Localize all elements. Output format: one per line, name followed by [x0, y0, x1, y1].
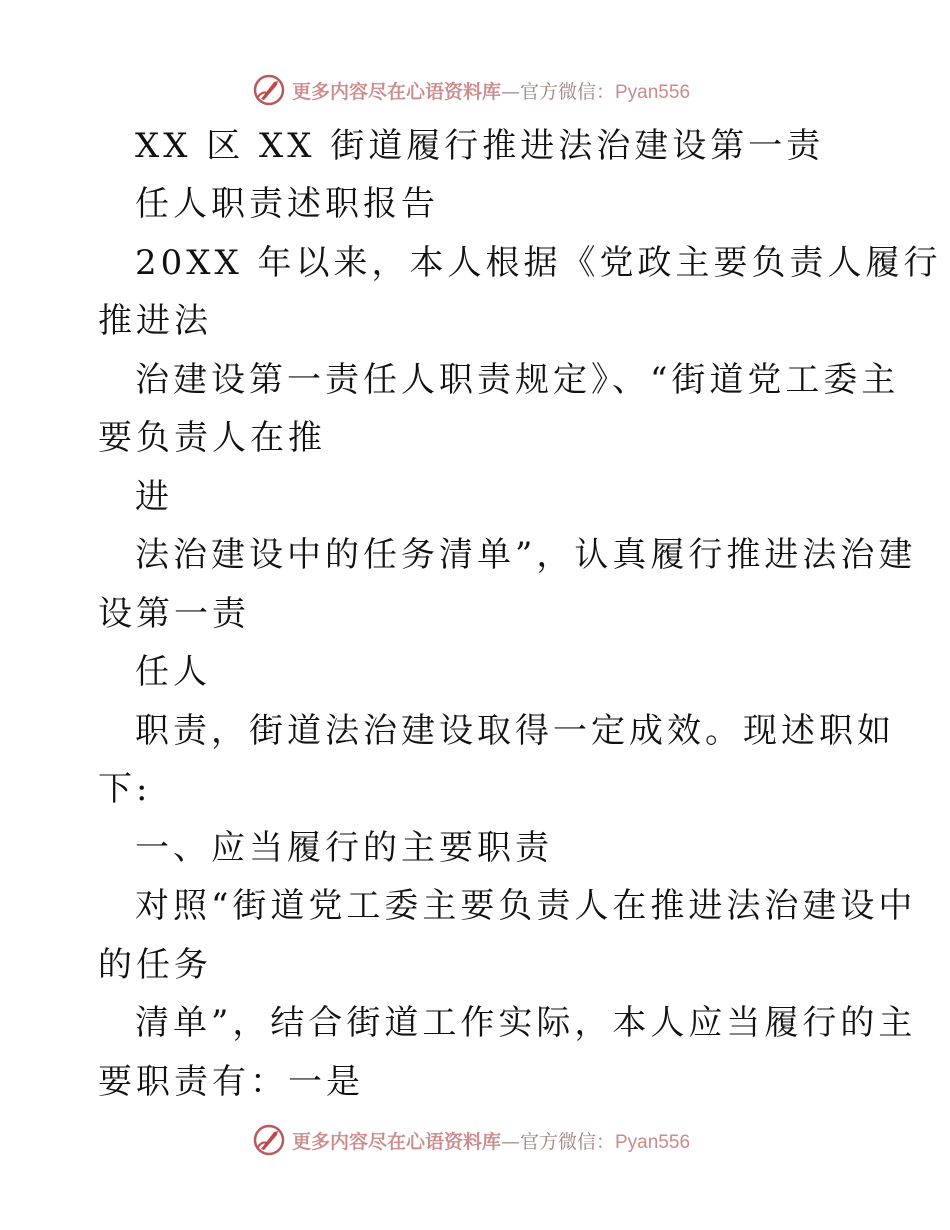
doc-paragraph-line: 要负责人在推: [98, 418, 326, 458]
watermark-brand: 更多内容尽在心语资料库: [291, 1130, 501, 1153]
watermark-dash: —: [500, 1130, 520, 1153]
watermark-wechat-id: Pyan556: [615, 1131, 691, 1153]
watermark-wechat-id: Pyan556: [615, 81, 691, 103]
doc-paragraph-line: 要职责有：一是: [98, 1062, 364, 1102]
watermark-official-label: 官方微信：: [519, 1130, 615, 1153]
doc-paragraph-line: 对照“街道党工委主要负责人在推进法治建设中: [135, 886, 917, 926]
doc-paragraph-line: 的任务: [98, 945, 212, 985]
quill-pen-circle-icon: [252, 1123, 286, 1157]
doc-paragraph-line: 设第一责: [98, 594, 250, 634]
doc-title-line-2: 任人职责述职报告: [135, 184, 439, 224]
watermark-official-label: 官方微信：: [519, 80, 615, 103]
doc-paragraph-line: 20XX 年以来，本人根据《党政主要负责人履行: [135, 243, 942, 283]
doc-paragraph-line: 任人: [135, 652, 211, 692]
doc-paragraph-line: 职责，街道法治建设取得一定成效。现述职如: [135, 711, 895, 751]
doc-paragraph-line: 进: [135, 477, 173, 517]
header-watermark: [0, 70, 950, 110]
doc-paragraph-line: 治建设第一责任人职责规定》、“街道党工委主: [135, 360, 900, 400]
doc-title-line-1: XX 区 XX 街道履行推进法治建设第一责: [135, 126, 825, 166]
doc-paragraph-line: 法治建设中的任务清单”，认真履行推进法治建: [135, 535, 917, 575]
footer-watermark: [0, 1120, 950, 1160]
doc-paragraph-line: 推进法: [98, 301, 212, 341]
doc-paragraph-line: 清单”，结合街道工作实际，本人应当履行的主: [135, 1003, 917, 1043]
section-heading: 一、应当履行的主要职责: [135, 828, 553, 868]
quill-pen-circle-icon: [252, 73, 286, 107]
doc-paragraph-line: 下:: [98, 769, 152, 809]
watermark-brand: 更多内容尽在心语资料库: [291, 80, 501, 103]
watermark-dash: —: [500, 80, 520, 103]
